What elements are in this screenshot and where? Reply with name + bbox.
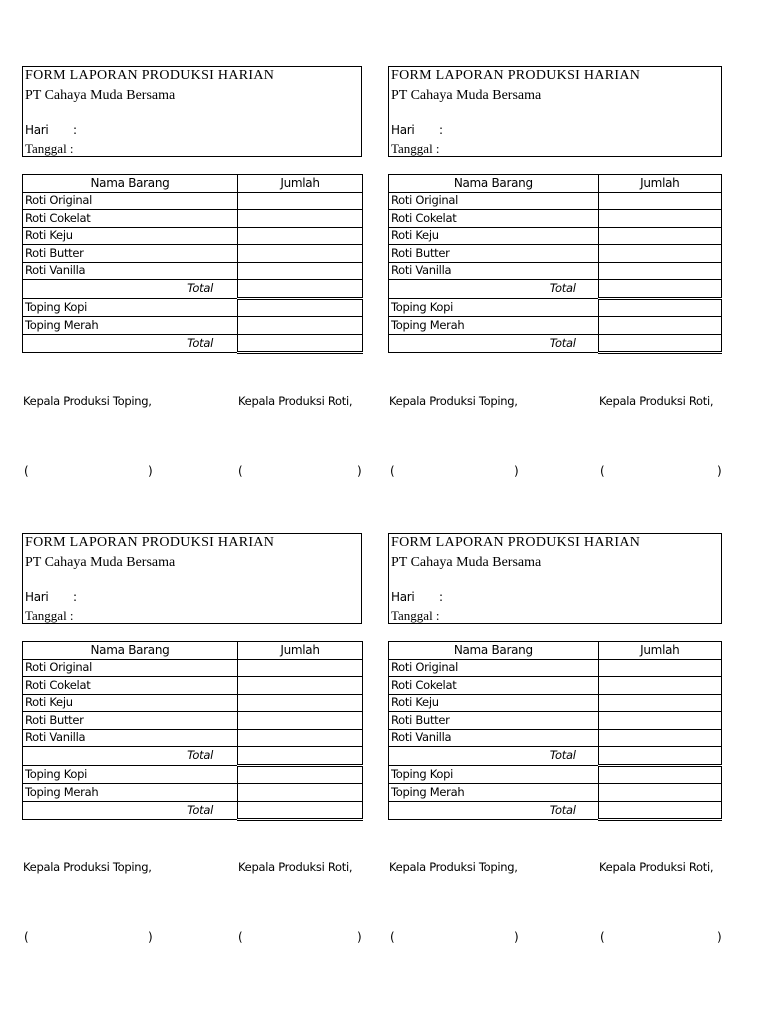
col-header-nama-barang: Nama Barang — [23, 642, 238, 660]
form-header — [388, 533, 722, 624]
table-row — [23, 298, 363, 317]
sig-paren-close: ) — [717, 464, 722, 478]
item-name: Toping Merah — [389, 317, 599, 335]
table-row — [389, 262, 722, 280]
total-value-cell[interactable] — [238, 334, 363, 353]
item-qty-cell[interactable] — [238, 210, 363, 228]
table-row — [389, 765, 722, 784]
sig-label-toping: Kepala Produksi Toping, — [389, 394, 518, 408]
total-label: Total — [389, 280, 599, 299]
item-name: Roti Vanilla — [23, 262, 238, 280]
item-qty-cell[interactable] — [238, 712, 363, 730]
table-row — [23, 317, 363, 335]
table-row — [389, 192, 722, 210]
item-name: Roti Vanilla — [389, 729, 599, 747]
sig-paren-open: ( — [390, 464, 395, 478]
table-row — [23, 694, 363, 712]
hari-label: Hari — [391, 123, 415, 137]
table-row — [23, 210, 363, 228]
form-title: FORM LAPORAN PRODUKSI HARIAN — [25, 68, 275, 83]
table-row — [389, 659, 722, 677]
item-qty-cell[interactable] — [238, 298, 363, 317]
hari-colon: : — [439, 123, 444, 137]
item-name: Roti Original — [389, 192, 599, 210]
table-row — [389, 317, 722, 335]
total-label: Total — [23, 334, 238, 353]
item-qty-cell[interactable] — [238, 245, 363, 263]
production-table — [22, 174, 363, 354]
total-label: Total — [23, 280, 238, 299]
total-value-cell[interactable] — [598, 747, 721, 766]
col-header-nama-barang: Nama Barang — [389, 642, 599, 660]
total-value-cell[interactable] — [238, 280, 363, 299]
item-name: Roti Butter — [389, 712, 599, 730]
total-label: Total — [389, 747, 599, 766]
sig-paren-close: ) — [514, 930, 519, 944]
item-qty-cell[interactable] — [598, 317, 721, 335]
item-qty-cell[interactable] — [598, 694, 721, 712]
sig-paren-open: ( — [24, 930, 29, 944]
item-name: Toping Kopi — [23, 298, 238, 317]
form-header — [22, 533, 362, 624]
item-name: Toping Merah — [389, 784, 599, 802]
total-value-cell[interactable] — [598, 334, 721, 353]
item-name: Toping Kopi — [23, 765, 238, 784]
hari-label: Hari — [25, 590, 49, 604]
item-qty-cell[interactable] — [598, 262, 721, 280]
item-qty-cell[interactable] — [238, 784, 363, 802]
sig-paren-open: ( — [390, 930, 395, 944]
hari-colon: : — [73, 590, 78, 604]
hari-label: Hari — [25, 123, 49, 137]
sig-paren-open: ( — [238, 464, 243, 478]
item-qty-cell[interactable] — [598, 192, 721, 210]
sig-paren-close: ) — [148, 464, 153, 478]
item-name: Toping Merah — [23, 317, 238, 335]
table-row — [23, 192, 363, 210]
tanggal-label: Tanggal : — [391, 141, 440, 156]
item-name: Roti Keju — [389, 694, 599, 712]
table-row — [23, 659, 363, 677]
production-table — [388, 174, 722, 354]
item-qty-cell[interactable] — [598, 784, 721, 802]
company-name: PT Cahaya Muda Bersama — [391, 88, 542, 103]
item-qty-cell[interactable] — [598, 712, 721, 730]
total-row-toping — [23, 801, 363, 820]
table-row — [389, 677, 722, 695]
item-qty-cell[interactable] — [238, 227, 363, 245]
sig-paren-close: ) — [357, 464, 362, 478]
total-row-toping — [23, 334, 363, 353]
sig-label-roti: Kepala Produksi Roti, — [599, 860, 714, 874]
item-qty-cell[interactable] — [598, 245, 721, 263]
col-header-jumlah: Jumlah — [598, 175, 721, 193]
total-row-roti — [389, 280, 722, 299]
table-row — [389, 694, 722, 712]
item-qty-cell[interactable] — [598, 659, 721, 677]
table-row — [23, 227, 363, 245]
total-label: Total — [389, 801, 599, 820]
item-name: Roti Cokelat — [23, 677, 238, 695]
item-name: Roti Original — [23, 659, 238, 677]
col-header-jumlah: Jumlah — [238, 642, 363, 660]
col-header-nama-barang: Nama Barang — [389, 175, 599, 193]
table-row — [23, 712, 363, 730]
table-row — [23, 784, 363, 802]
item-qty-cell[interactable] — [598, 227, 721, 245]
item-qty-cell[interactable] — [238, 694, 363, 712]
table-row — [23, 245, 363, 263]
total-label: Total — [23, 801, 238, 820]
sig-paren-close: ) — [357, 930, 362, 944]
sig-label-toping: Kepala Produksi Toping, — [23, 860, 152, 874]
sig-label-roti: Kepala Produksi Roti, — [238, 860, 353, 874]
item-qty-cell[interactable] — [238, 262, 363, 280]
item-qty-cell[interactable] — [238, 765, 363, 784]
form-header — [388, 66, 722, 157]
total-value-cell[interactable] — [238, 747, 363, 766]
item-name: Roti Vanilla — [23, 729, 238, 747]
hari-colon: : — [439, 590, 444, 604]
table-row — [389, 298, 722, 317]
company-name: PT Cahaya Muda Bersama — [25, 88, 176, 103]
sig-label-roti: Kepala Produksi Roti, — [238, 394, 353, 408]
table-row — [389, 210, 722, 228]
item-qty-cell[interactable] — [598, 677, 721, 695]
table-row — [389, 712, 722, 730]
item-qty-cell[interactable] — [598, 210, 721, 228]
table-row — [389, 784, 722, 802]
company-name: PT Cahaya Muda Bersama — [391, 555, 542, 570]
total-row-roti — [23, 280, 363, 299]
hari-colon: : — [73, 123, 78, 137]
tanggal-label: Tanggal : — [25, 608, 74, 623]
sig-paren-close: ) — [717, 930, 722, 944]
tanggal-label: Tanggal : — [391, 608, 440, 623]
table-row — [389, 245, 722, 263]
item-name: Roti Cokelat — [389, 210, 599, 228]
item-name: Roti Keju — [389, 227, 599, 245]
sig-paren-open: ( — [600, 930, 605, 944]
item-qty-cell[interactable] — [238, 659, 363, 677]
form-title: FORM LAPORAN PRODUKSI HARIAN — [391, 535, 641, 550]
table-row — [23, 765, 363, 784]
col-header-jumlah: Jumlah — [598, 642, 721, 660]
item-name: Toping Kopi — [389, 765, 599, 784]
item-name: Roti Keju — [23, 694, 238, 712]
table-row — [23, 729, 363, 747]
item-qty-cell[interactable] — [238, 192, 363, 210]
table-row — [23, 677, 363, 695]
sig-label-toping: Kepala Produksi Toping, — [23, 394, 152, 408]
item-qty-cell[interactable] — [598, 729, 721, 747]
sig-paren-open: ( — [24, 464, 29, 478]
total-row-roti — [23, 747, 363, 766]
total-row-toping — [389, 801, 722, 820]
sig-label-roti: Kepala Produksi Roti, — [599, 394, 714, 408]
hari-label: Hari — [391, 590, 415, 604]
item-name: Toping Merah — [23, 784, 238, 802]
item-qty-cell[interactable] — [598, 765, 721, 784]
item-qty-cell[interactable] — [238, 729, 363, 747]
tanggal-label: Tanggal : — [25, 141, 74, 156]
item-name: Roti Keju — [23, 227, 238, 245]
item-name: Roti Butter — [389, 245, 599, 263]
item-name: Roti Butter — [23, 712, 238, 730]
item-name: Roti Butter — [23, 245, 238, 263]
form-header — [22, 66, 362, 157]
sig-paren-close: ) — [148, 930, 153, 944]
form-title: FORM LAPORAN PRODUKSI HARIAN — [391, 68, 641, 83]
item-name: Roti Cokelat — [23, 210, 238, 228]
item-name: Roti Original — [23, 192, 238, 210]
sig-paren-open: ( — [238, 930, 243, 944]
form-title: FORM LAPORAN PRODUKSI HARIAN — [25, 535, 275, 550]
total-label: Total — [389, 334, 599, 353]
company-name: PT Cahaya Muda Bersama — [25, 555, 176, 570]
item-name: Toping Kopi — [389, 298, 599, 317]
item-qty-cell[interactable] — [238, 317, 363, 335]
table-row — [389, 227, 722, 245]
col-header-jumlah: Jumlah — [238, 175, 363, 193]
total-value-cell[interactable] — [598, 280, 721, 299]
item-name: Roti Cokelat — [389, 677, 599, 695]
item-qty-cell[interactable] — [238, 677, 363, 695]
table-row — [23, 262, 363, 280]
sig-label-toping: Kepala Produksi Toping, — [389, 860, 518, 874]
total-label: Total — [23, 747, 238, 766]
sig-paren-open: ( — [600, 464, 605, 478]
production-table — [388, 641, 722, 821]
item-name: Roti Vanilla — [389, 262, 599, 280]
total-value-cell[interactable] — [238, 801, 363, 820]
item-name: Roti Original — [389, 659, 599, 677]
total-row-roti — [389, 747, 722, 766]
table-row — [389, 729, 722, 747]
sig-paren-close: ) — [514, 464, 519, 478]
col-header-nama-barang: Nama Barang — [23, 175, 238, 193]
total-value-cell[interactable] — [598, 801, 721, 820]
item-qty-cell[interactable] — [598, 298, 721, 317]
total-row-toping — [389, 334, 722, 353]
production-table — [22, 641, 363, 821]
